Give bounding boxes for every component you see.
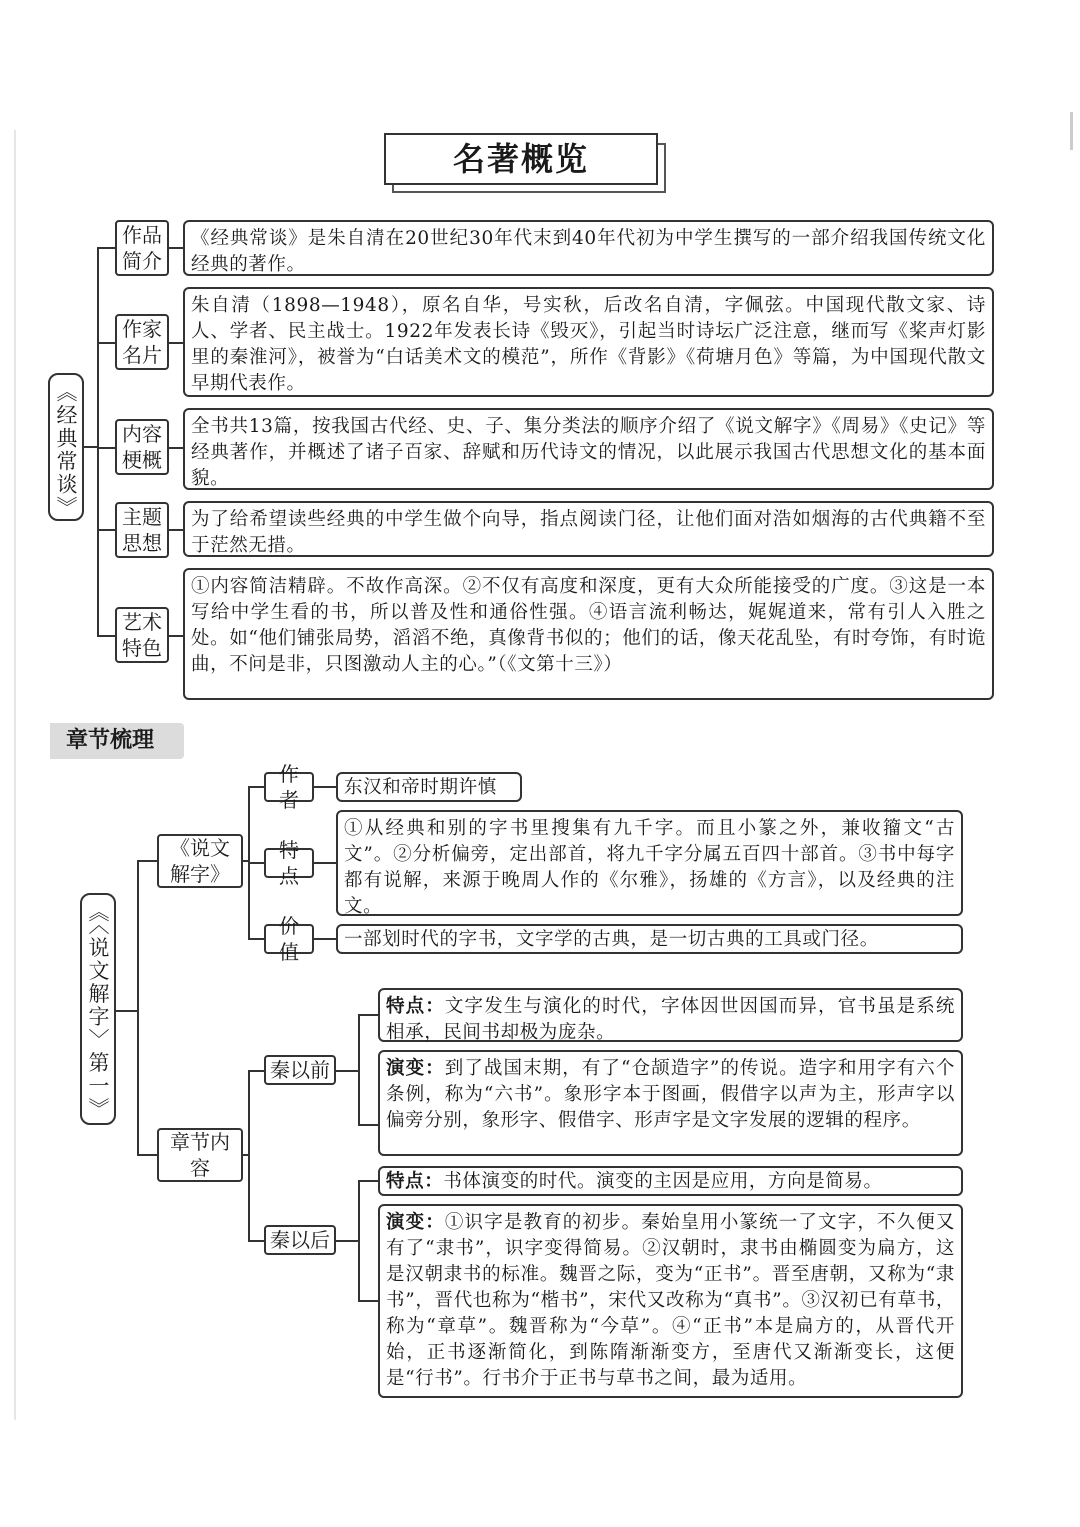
connector: [248, 862, 264, 864]
connector: [137, 860, 139, 1156]
before-qin-label: 秦以前: [264, 1055, 336, 1085]
connector: [97, 447, 115, 449]
label-art: 艺术特色: [115, 607, 169, 663]
author-text: 朱自清（1898—1948），原名自华，号实秋，后改名自清，字佩弦。中国现代散文家、诗人、学者、民主战士。1922年发表长诗《毁灭》，引起当时诗坛广泛注意，继而写《桨声灯影里的秦淮河》，被誉为“白话美术文的模范”，所作《背影》《荷塘月色》等篇，为中国现代散文早期代表作。: [183, 287, 994, 397]
connector: [314, 938, 336, 940]
connector: [314, 786, 336, 788]
intro-text: 《经典常谈》是朱自清在20世纪30年代末到40年代初为中学生撰写的一部介绍我国传统文化经典的著作。: [183, 220, 994, 276]
connector: [84, 446, 98, 448]
connector: [248, 1240, 264, 1242]
art-text: ①内容简洁精辟。不故作高深。②不仅有高度和深度，更有大众所能接受的广度。③这是一本写给中学生看的书，所以普及性和通俗性强。④语言流利畅达，娓娓道来，常有引人入胜之处。如“他们铺张局势，滔滔不绝，真像背书似的；他们的话，像天花乱坠，有时夸饰，有时诡曲，不问是非，只图激动人主的心。”（《文第十三》）: [183, 568, 994, 700]
before-evolution-key: 演变：: [386, 1058, 445, 1079]
before-feature: [378, 988, 963, 1042]
label-author: 作家名片: [115, 314, 169, 370]
book-label: 《经典常谈》: [48, 373, 84, 521]
chapter-content-label: 章节内容: [157, 1128, 243, 1182]
before-feature-text: 文字发生与演化的时代，字体因世因国而异，官书虽是系统相承，民间书却极为庞杂。: [386, 996, 955, 1043]
connector: [97, 529, 115, 531]
connector: [358, 1180, 360, 1302]
summary-text: 全书共13篇，按我国古代经、史、子、集分类法的顺序介绍了《说文解字》《周易》《史记》等经典著作，并概述了诸子百家、辞赋和历代诗文的情况，以此展示我国古代思想文化的基本面貌。: [183, 408, 994, 490]
author-value: 东汉和帝时期许慎: [336, 772, 522, 802]
chapter-root-label: 《〈说文解字〉第一》: [80, 893, 116, 1125]
connector: [314, 862, 336, 864]
value-label: 价值: [264, 924, 314, 954]
connector: [97, 247, 115, 249]
section-title: 章节梳理: [50, 723, 184, 759]
label-intro: 作品简介: [115, 220, 169, 276]
after-evolution: [378, 1204, 963, 1398]
feature-text: ①从经典和别的字书里搜集有九千字。而且小篆之外，兼收籀文“古文”。②分析偏旁，定出部首，将九千字分属五百四十部首。③书中每字都有说解，来源于晚周人作的《尔雅》，扬雄的《方言》，以及经典的注文。: [336, 810, 963, 916]
connector: [137, 860, 157, 862]
connector: [248, 786, 264, 788]
connector: [358, 1180, 378, 1182]
connector: [358, 1124, 378, 1126]
connector: [97, 635, 115, 637]
after-feature: [378, 1166, 963, 1196]
connector: [248, 1070, 250, 1242]
connector: [97, 247, 99, 637]
after-qin-label: 秦以后: [264, 1225, 336, 1255]
author-label: 作者: [264, 772, 314, 802]
label-theme: 主题思想: [115, 502, 169, 558]
connector: [116, 1010, 138, 1012]
scroll-mark: [1070, 112, 1073, 150]
page-title: 名著概览: [384, 133, 658, 185]
connector: [97, 342, 115, 344]
before-feature-key: 特点：: [386, 996, 445, 1017]
before-evolution-text: 到了战国末期，有了“仓颉造字”的传说。造字和用字有六个条例，称为“六书”。象形字本于图画，假借字以声为主，形声字以偏旁分别，象形字、假借字、形声字是文字发展的逻辑的程序。: [386, 1058, 955, 1131]
connector: [358, 1300, 378, 1302]
connector: [169, 635, 183, 637]
connector: [169, 447, 183, 449]
label-summary: 内容梗概: [115, 419, 169, 475]
connector: [169, 342, 183, 344]
connector: [358, 1014, 378, 1016]
before-evolution: [378, 1050, 963, 1156]
connector: [248, 938, 264, 940]
connector: [336, 1240, 360, 1242]
margin-divider: [14, 130, 16, 1420]
connector: [248, 1070, 264, 1072]
connector: [169, 247, 183, 249]
connector: [358, 1014, 360, 1126]
after-feature-key: 特点：: [386, 1171, 444, 1192]
connector: [137, 1154, 157, 1156]
after-evolution-key: 演变：: [386, 1212, 445, 1233]
connector: [336, 1070, 360, 1072]
connector: [169, 529, 183, 531]
theme-text: 为了给希望读些经典的中学生做个向导，指点阅读门径，让他们面对浩如烟海的古代典籍不至于茫然无措。: [183, 501, 994, 557]
value-text: 一部划时代的字书，文字学的古典，是一切古典的工具或门径。: [336, 924, 963, 954]
shuowen-label: 《说文解字》: [157, 834, 243, 888]
after-evolution-text: ①识字是教育的初步。秦始皇用小篆统一了文字，不久便又有了“隶书”，识字变得简易。②汉朝时，隶书由椭圆变为扁方，这是汉朝隶书的标准。魏晋之际，变为“正书”。晋至唐朝，又称为“隶书”，晋代也称为“楷书”，宋代又改称为“真书”。③汉初已有草书，称为“章草”。魏晋称为“今草”。④“正书”本是扁方的，从晋代开始，正书逐渐简化，到陈隋渐渐变方，至唐代又渐渐变长，这便是“行书”。行书介于正书与草书之间，最为适用。: [386, 1212, 955, 1389]
feature-label: 特点: [264, 848, 314, 878]
after-feature-text: 书体演变的时代。演变的主因是应用，方向是简易。: [443, 1171, 883, 1192]
